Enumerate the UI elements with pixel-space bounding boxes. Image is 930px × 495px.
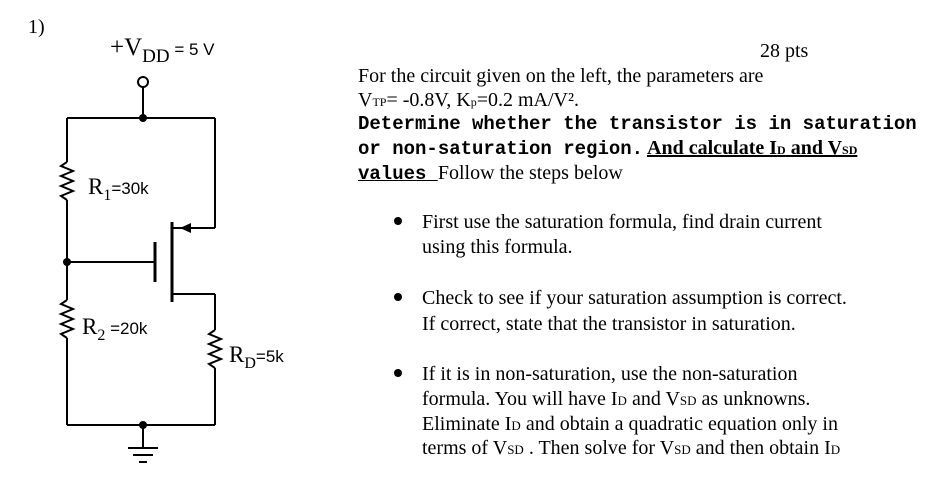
bullet-dot-1	[394, 217, 402, 225]
bullet-3-line-2: formula. You will have ID and VSD as unknowns.	[422, 388, 811, 410]
problem-number: 1)	[28, 16, 45, 38]
r1-resistor	[61, 162, 73, 200]
junction-bottom	[139, 421, 147, 429]
intro-parameters: VTP= -0.8V, Kp=0.2 mA/V².	[358, 89, 579, 111]
rd-label: RD=5k	[229, 342, 284, 372]
instruction-bold-1: Determine whether the transistor is in saturation	[358, 113, 917, 135]
r2-resistor	[61, 300, 73, 338]
supply-terminal	[138, 77, 148, 87]
r2-label: R2 =20k	[82, 314, 148, 344]
bullet-3-line-4: terms of VSD . Then solve for VSD and then obtain ID	[422, 437, 841, 459]
points-label: 28 pts	[760, 40, 809, 62]
bullet-1-line-1: First use the saturation formula, find drain current	[422, 211, 822, 233]
bullet-2-line-2: If correct, state that the transistor in saturation.	[422, 313, 796, 335]
intro-line-1: For the circuit given on the left, the parameters are	[358, 65, 764, 87]
instruction-bold-2: or non-saturation region. And calculate ID and VSD	[358, 137, 858, 160]
bullet-2-line-1: Check to see if your saturation assumption is correct.	[422, 287, 847, 309]
bullet-3-line-1: If it is in non-saturation, use the non-saturation	[422, 363, 798, 385]
supply-label: +VDD = 5 V	[110, 34, 215, 67]
source-arrow	[180, 223, 191, 233]
bullet-dot-2	[394, 293, 402, 301]
rd-resistor	[209, 330, 221, 368]
junction-top	[139, 114, 147, 122]
circuit-schematic	[0, 0, 340, 495]
r1-label: R1=30k	[88, 174, 149, 204]
instruction-line-3: values Follow the steps below	[358, 162, 623, 185]
junction-gate	[63, 258, 71, 266]
bullet-dot-3	[394, 369, 402, 377]
bullet-3-line-3: Eliminate ID and obtain a quadratic equation only in	[422, 413, 838, 435]
bullet-1-line-2: using this formula.	[422, 236, 573, 258]
